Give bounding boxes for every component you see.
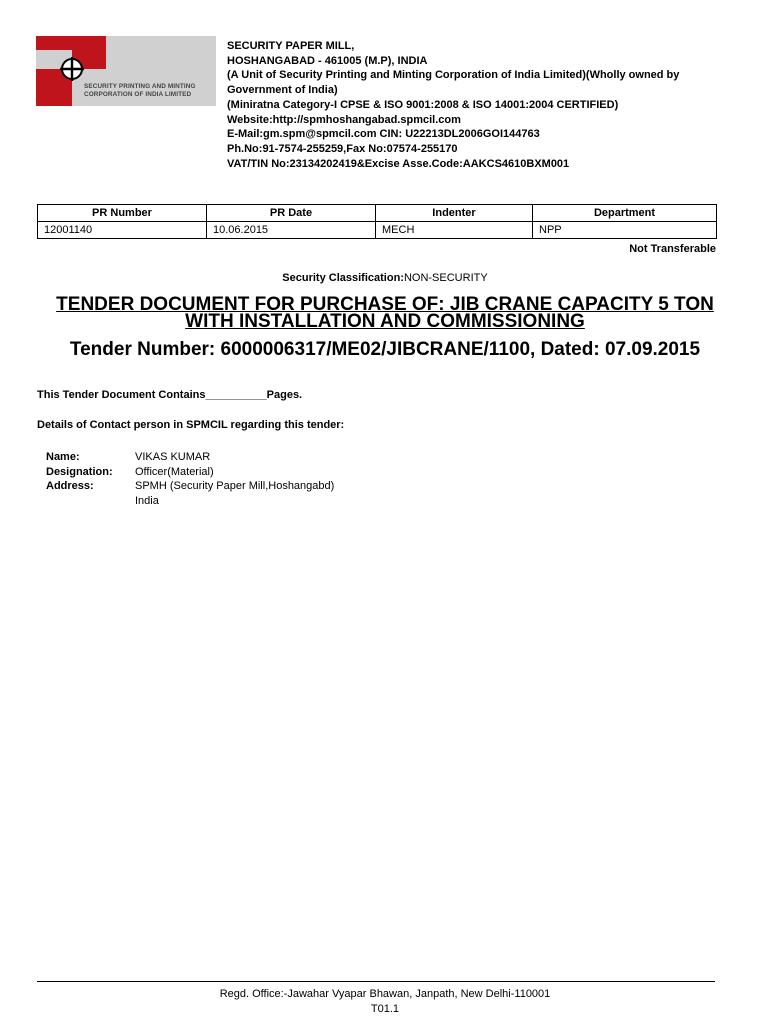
contact-address-line1: SPMH (Security Paper Mill,Hoshangabd): [135, 480, 335, 492]
pr-number-header: PR Number: [38, 205, 207, 222]
spmcil-logo: [36, 36, 216, 106]
page-count-text: This Tender Document Contains__________Pages.: [37, 389, 303, 401]
pr-date-cell: 10.06.2015: [207, 222, 376, 239]
security-classification: [0, 272, 770, 284]
logo-text-line1: SECURITY PRINTING AND MINTING: [84, 83, 196, 90]
contact-designation-row: [46, 465, 435, 480]
contact-heading: Details of Contact person in SPMCIL regarding this tender:: [37, 419, 345, 431]
tender-title: TENDER DOCUMENT FOR PURCHASE OF: JIB CRANE CAPACITY 5 TON WITH INSTALLATION AND COMMISSIONING: [56, 294, 714, 332]
contact-address-value: [135, 479, 435, 508]
not-transferable-label: Not Transferable: [629, 243, 716, 255]
indenter-cell: MECH: [376, 222, 533, 239]
contact-designation-value: Officer(Material): [135, 465, 214, 478]
contact-details: [46, 450, 435, 508]
logo-text: [84, 83, 214, 99]
header-line: (A Unit of Security Printing and Minting Corporation of India Limited)(Wholly owned by Government of India): [227, 69, 680, 97]
contact-address-row: [46, 479, 435, 508]
pr-date-header: PR Date: [207, 205, 376, 222]
table-row: [38, 222, 717, 239]
header-line: Website:http://spmhoshangabad.spmcil.com: [227, 113, 461, 126]
header-line: E-Mail:gm.spm@spmcil.com CIN: U22213DL2006GOI144763: [227, 128, 540, 141]
pr-number-cell: 12001140: [38, 222, 207, 239]
department-header: Department: [533, 205, 717, 222]
contact-name-label: Name:: [46, 451, 80, 463]
pr-table: [37, 204, 717, 239]
header-line: HOSHANGABAD - 461005 (M.P), INDIA: [227, 54, 428, 67]
footer-registered-office: Regd. Office:-Jawahar Vyapar Bhawan, Janpath, New Delhi-110001: [219, 988, 551, 1000]
contact-designation-label: Designation:: [46, 465, 113, 478]
header-line: Ph.No:91-7574-255259,Fax No:07574-255170: [227, 142, 458, 155]
header-line: VAT/TIN No:23134202419&Excise Asse.Code:AAKCS4610BXM001: [227, 157, 570, 170]
department-cell: NPP: [533, 222, 717, 239]
indenter-header: Indenter: [376, 205, 533, 222]
tender-number: Tender Number: 6000006317/ME02/JIBCRANE/1100, Dated: 07.09.2015: [69, 339, 701, 360]
security-classification-value: NON-SECURITY: [403, 272, 488, 284]
security-classification-label: Security Classification:: [282, 272, 404, 284]
footer-divider: [37, 981, 715, 982]
logo-text-line2: CORPORATION OF INDIA LIMITED: [84, 91, 192, 98]
contact-name-row: [46, 450, 435, 465]
footer-form-code: T01.1: [370, 1003, 400, 1015]
header-line: SECURITY PAPER MILL,: [227, 40, 355, 52]
contact-address-line2: India: [135, 494, 159, 507]
organization-header: [227, 39, 727, 171]
contact-address-label: Address:: [46, 480, 94, 492]
pr-table-header-row: [38, 205, 717, 222]
header-line: (Miniratna Category-I CPSE & ISO 9001:2008 & ISO 14001:2004 CERTIFIED): [227, 98, 619, 111]
contact-name-value: VIKAS KUMAR: [135, 451, 211, 463]
